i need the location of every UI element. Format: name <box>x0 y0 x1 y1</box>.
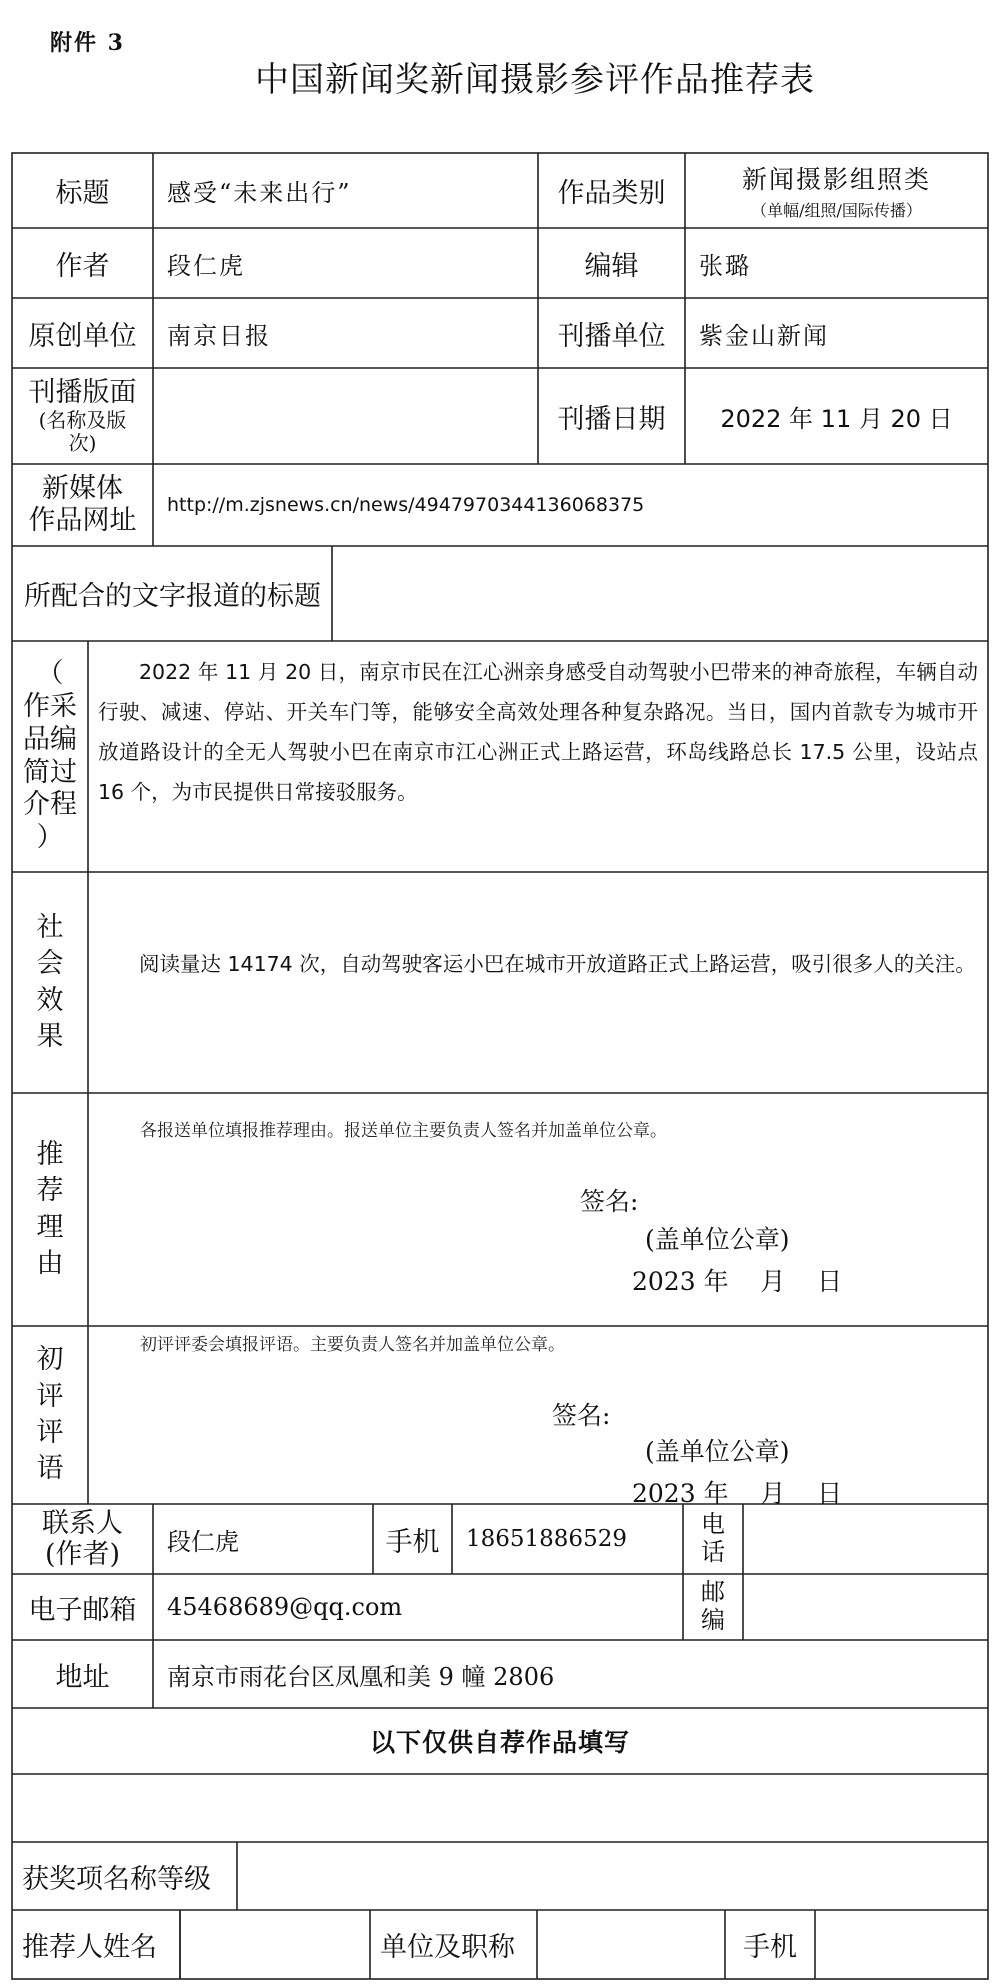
publish-page-note-2: 次) <box>68 430 97 455</box>
publish-page-note-1: (名称及版 <box>38 407 127 432</box>
category-value: 新闻摄影组照类 <box>741 165 931 194</box>
review-hint: 初评评委会填报评语。主要负责人签名并加盖单位公章。 <box>140 1335 565 1355</box>
preliminary-review-label-char: 评 <box>36 1417 64 1448</box>
brief-intro-label-line: （ <box>36 657 64 689</box>
social-effect-label-char: 社 <box>36 911 64 943</box>
address-value: 南京市雨花台区凤凰和美 9 幢 2806 <box>167 1662 555 1691</box>
recommend-reason-label-char: 推 <box>36 1138 64 1170</box>
recommend-reason-label-char: 荐 <box>36 1175 64 1207</box>
review-date: 2023 年 月 日 <box>632 1479 843 1508</box>
publish-unit-label: 刊播单位 <box>557 320 666 352</box>
postcode-label-char: 邮 <box>701 1578 725 1607</box>
origin-unit-label: 原创单位 <box>28 320 137 352</box>
preliminary-review-label-char: 语 <box>36 1453 64 1485</box>
email-label: 电子邮箱 <box>28 1594 137 1626</box>
publish-unit-value: 紫金山新闻 <box>699 321 829 350</box>
preliminary-review-label-char: 评 <box>36 1380 64 1412</box>
attachment-label: 附件 3 <box>50 30 125 56</box>
blank-row <box>12 1774 988 1842</box>
title-value: 感受“未来出行” <box>167 179 352 207</box>
phone-label <box>683 1504 743 1574</box>
social-effect-label-char: 效 <box>36 984 64 1016</box>
contact-value: 段仁虎 <box>167 1527 239 1556</box>
contact-label <box>12 1504 153 1574</box>
editor-label: 编辑 <box>584 250 639 282</box>
origin-unit-value: 南京日报 <box>167 321 271 350</box>
contact-label-1: 联系人 <box>42 1507 123 1539</box>
category-note: （单幅/组照/国际传播） <box>751 201 922 220</box>
social-effect-label <box>12 872 88 1093</box>
review-signature: 签名: <box>552 1401 611 1430</box>
postcode-label <box>683 1574 743 1640</box>
brief-intro-label-line: 介程 <box>23 789 77 821</box>
recommend-reason-label-char: 理 <box>36 1211 64 1243</box>
title-label: 标题 <box>55 178 110 209</box>
author-label: 作者 <box>55 250 110 282</box>
review-seal: (盖单位公章) <box>645 1437 790 1466</box>
social-effect-text: 阅读量达 14174 次，自动驾驶客运小巴在城市开放道路正式上路运营，吸引很多人的关注。 <box>139 952 976 976</box>
postcode-label-char: 编 <box>701 1606 725 1634</box>
page-title: 中国新闻奖新闻摄影参评作品推荐表 <box>255 60 815 100</box>
preliminary-review-label <box>12 1326 88 1504</box>
preliminary-review-label-char: 初 <box>36 1344 64 1376</box>
publish-date-value: 2022 年 11 月 20 日 <box>720 404 953 433</box>
unit-title-label: 单位及职称 <box>380 1932 515 1963</box>
recommender-mobile-label: 手机 <box>743 1932 797 1963</box>
recommend-reason-label <box>12 1093 88 1326</box>
brief-intro-label-line: ） <box>36 822 64 854</box>
phone-label-char: 话 <box>701 1538 725 1566</box>
recommend-reason-label-char: 由 <box>36 1247 64 1279</box>
contact-label-2: (作者) <box>44 1539 121 1570</box>
brief-intro-label-line: 品编 <box>23 723 77 755</box>
social-effect-label-char: 果 <box>36 1020 64 1052</box>
publish-date-label: 刊播日期 <box>557 403 666 435</box>
recommender-name-label: 推荐人姓名 <box>22 1932 157 1963</box>
mobile-value: 18651886529 <box>466 1526 627 1552</box>
postcode-value <box>743 1574 988 1640</box>
new-media-url-label-1: 新媒体 <box>42 472 123 504</box>
new-media-url-label <box>12 464 153 546</box>
related-title-value <box>332 546 988 641</box>
brief-intro-label-line: 作采 <box>23 690 77 722</box>
author-value: 段仁虎 <box>167 251 245 280</box>
publish-page-label-main: 刊播版面 <box>28 377 137 409</box>
recommend-date: 2023 年 月 日 <box>632 1267 843 1296</box>
brief-intro-text: 2022 年 11 月 20 日，南京市民在江心洲亲身感受自动驾驶小巴带来的神奇旅程，车辆自动行驶、减速、停站、开关车门等，能够安全高效处理各种复杂路况。当日，国内首款专为城市开放道路设计的全无人驾驶小巴在南京市江心洲正式上路运营，环岛线路总长 17.5 公里，设站点 16 个，为市民提供日常接驳服务。 <box>98 660 978 804</box>
social-effect-label-char: 会 <box>36 948 64 980</box>
mobile-label: 手机 <box>385 1526 440 1558</box>
editor-value: 张璐 <box>699 251 751 280</box>
brief-intro-label <box>12 641 88 872</box>
category-label: 作品类别 <box>557 178 666 209</box>
recommend-signature: 签名: <box>580 1187 639 1216</box>
publish-page-label <box>12 368 153 464</box>
self-recommend-header: 以下仅供自荐作品填写 <box>369 1728 630 1757</box>
publish-page-value <box>153 368 538 464</box>
new-media-url-label-2: 作品网址 <box>28 505 137 536</box>
related-title-label: 所配合的文字报道的标题 <box>24 581 321 612</box>
address-label: 地址 <box>55 1661 110 1693</box>
recommend-hint: 各报送单位填报推荐理由。报送单位主要负责人签名并加盖单位公章。 <box>140 1121 667 1141</box>
award-name-label: 获奖项名称等级 <box>22 1863 211 1895</box>
phone-value <box>743 1504 988 1574</box>
phone-label-char: 电 <box>701 1510 725 1539</box>
recommend-seal: (盖单位公章) <box>645 1225 790 1254</box>
new-media-url-value[interactable]: http://m.zjsnews.cn/news/494797034413606837​5 <box>167 494 645 516</box>
category-cell <box>685 153 988 228</box>
email-value: 45468689@qq.com <box>167 1593 403 1621</box>
brief-intro-label-line: 简过 <box>23 756 77 788</box>
